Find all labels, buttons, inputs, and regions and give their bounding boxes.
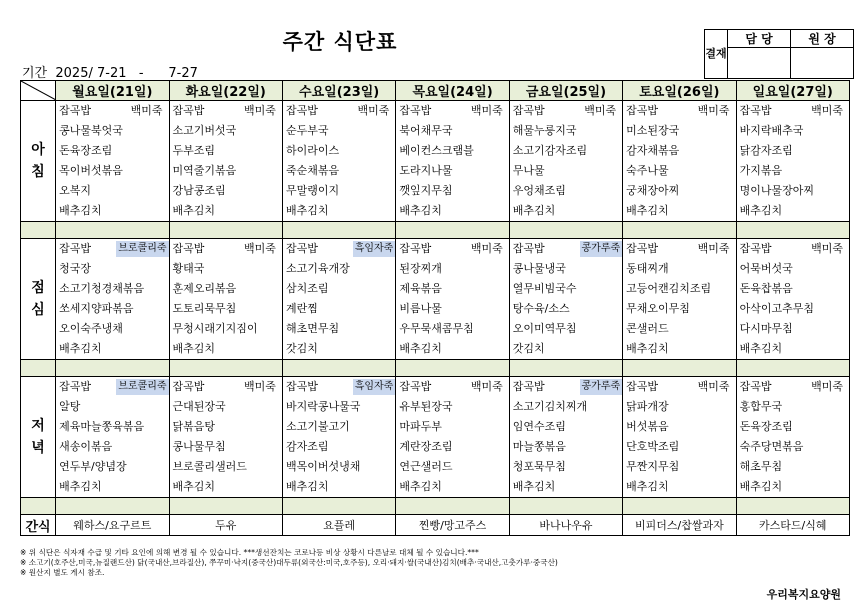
menu-cell <box>396 239 509 360</box>
day-header: 목요일(24일) <box>396 81 509 101</box>
spacer-cell <box>623 222 736 239</box>
menu-item: 근대된장국 <box>172 400 226 413</box>
spacer-row <box>21 360 850 377</box>
menu-first-row <box>623 239 735 259</box>
spacer-cell <box>623 360 736 377</box>
spacer-row <box>21 498 850 515</box>
menu-cell <box>509 239 622 360</box>
menu-item: 갓김치 <box>285 342 318 355</box>
snack-item: 카스타드/식혜 <box>736 515 849 536</box>
menu-item: 무말랭이지 <box>285 184 340 197</box>
spacer-cell <box>56 498 169 515</box>
rice-item: 잡곡밥 <box>399 104 432 117</box>
snack-label: 간식 <box>21 515 56 536</box>
menu-item: 백목이버섯냉채 <box>285 460 361 473</box>
menu-item: 홍합무국 <box>739 400 783 413</box>
menu-first-row <box>283 377 395 397</box>
porridge-item: 백미죽 <box>697 104 730 117</box>
snack-item: 비피더스/찹쌀과자 <box>623 515 736 536</box>
note-line: ※ 소고기(호주산,미국,뉴질랜드산) 닭(국내산,브라질산), 쭈꾸미·낙지(중국산)대두류(외국산:미국,호주등), 오리·돼지·쌀(국내산)김치(배추·국내산,고춧가루·중국산) <box>20 558 558 567</box>
menu-item: 감자조림 <box>285 440 329 453</box>
menu-first-row <box>170 377 282 397</box>
approval-director-sign[interactable] <box>791 48 854 79</box>
menu-item: 배추김치 <box>626 342 669 355</box>
menu-item: 감자채볶음 <box>626 144 680 157</box>
rice-item: 잡곡밥 <box>512 380 545 393</box>
day-header: 토요일(26일) <box>623 81 736 101</box>
menu-item: 배추김치 <box>172 480 216 493</box>
menu-item: 북어채무국 <box>399 124 453 137</box>
spacer-cell <box>396 498 509 515</box>
menu-first-row <box>396 377 508 397</box>
menu-cell <box>623 377 736 498</box>
menu-item: 소고기불고기 <box>285 420 350 433</box>
meal-row <box>21 101 850 222</box>
menu-item: 아삭이고추무침 <box>739 302 814 315</box>
menu-cell <box>282 377 395 498</box>
menu-cell <box>56 377 169 498</box>
spacer-cell <box>509 498 622 515</box>
porridge-item: 백미죽 <box>244 242 276 255</box>
porridge-item: 백미죽 <box>470 380 503 393</box>
spacer-cell <box>282 360 395 377</box>
menu-item: 마늘쫑볶음 <box>512 440 566 453</box>
porridge-item: 백미죽 <box>811 380 843 393</box>
porridge-item: 콩가루죽 <box>580 379 623 395</box>
menu-item: 강남콩조림 <box>172 184 226 197</box>
menu-first-row <box>623 101 735 121</box>
snack-item: 웨하스/요구르트 <box>56 515 169 536</box>
menu-item: 숙주나물 <box>626 164 669 177</box>
menu-item: 열무비빔국수 <box>512 282 577 295</box>
menu-item: 오복지 <box>59 184 92 197</box>
menu-item: 소고기청경채볶음 <box>59 282 145 295</box>
rice-item: 잡곡밥 <box>626 104 659 117</box>
menu-item: 배추김치 <box>512 480 556 493</box>
menu-item: 배추김치 <box>59 204 102 217</box>
menu-item: 배추김치 <box>512 204 556 217</box>
menu-cell <box>623 239 736 360</box>
rice-item: 잡곡밥 <box>739 380 772 393</box>
corner-cell <box>21 81 56 101</box>
menu-first-row <box>396 239 508 259</box>
menu-first-row <box>737 239 849 259</box>
menu-item: 갓김치 <box>512 342 545 355</box>
menu-item: 비름나물 <box>399 302 442 315</box>
menu-item: 우엉채조림 <box>512 184 566 197</box>
spacer-cell <box>56 360 169 377</box>
menu-cell <box>56 101 169 222</box>
meal-label-text: 저녁 <box>31 418 45 456</box>
menu-item: 유부된장국 <box>399 400 453 413</box>
menu-item: 오이미역무침 <box>512 322 577 335</box>
menu-item: 미소된장국 <box>626 124 680 137</box>
menu-cell <box>736 239 849 360</box>
meal-label-text: 점심 <box>31 280 45 318</box>
porridge-item: 백미죽 <box>130 104 163 117</box>
menu-item: 무청시래기지짐이 <box>172 322 258 335</box>
menu-item: 배추김치 <box>399 480 442 493</box>
menu-item: 배추김치 <box>739 342 783 355</box>
menu-first-row <box>283 239 395 259</box>
menu-item: 배추김치 <box>399 342 442 355</box>
rice-item: 잡곡밥 <box>739 104 772 117</box>
rice-item: 잡곡밥 <box>739 242 772 255</box>
porridge-item: 흑임자죽 <box>353 241 396 257</box>
meal-label <box>21 239 56 360</box>
menu-cell <box>282 239 395 360</box>
rice-item: 잡곡밥 <box>59 104 92 117</box>
day-header: 금요일(25일) <box>509 81 622 101</box>
menu-item: 청포묵무침 <box>512 460 566 473</box>
menu-item: 바지락콩나물국 <box>285 400 361 413</box>
menu-item: 소고기육개장 <box>285 262 350 275</box>
porridge-item: 브로콜리죽 <box>116 379 168 395</box>
menu-item: 두부조림 <box>172 144 216 157</box>
menu-item: 연근샐러드 <box>399 460 453 473</box>
spacer-cell <box>736 222 849 239</box>
corner-diagonal <box>21 81 56 100</box>
day-header: 일요일(27일) <box>736 81 849 101</box>
menu-item: 어묵버섯국 <box>739 262 793 275</box>
porridge-item: 콩가루죽 <box>580 241 623 257</box>
menu-cell <box>169 377 282 498</box>
menu-item: 배추김치 <box>739 204 783 217</box>
menu-item: 삼치조림 <box>285 282 329 295</box>
snack-item: 요플레 <box>282 515 395 536</box>
meal-label <box>21 101 56 222</box>
menu-item: 된장찌개 <box>399 262 442 275</box>
menu-cell <box>56 239 169 360</box>
snack-item: 두유 <box>169 515 282 536</box>
menu-item: 제육볶음 <box>399 282 442 295</box>
menu-item: 연두부/양념장 <box>59 460 127 473</box>
porridge-item: 백미죽 <box>244 380 276 393</box>
menu-cell <box>396 101 509 222</box>
spacer-cell <box>169 498 282 515</box>
menu-item: 버섯볶음 <box>626 420 669 433</box>
menu-item: 돈육장조림 <box>739 420 793 433</box>
porridge-item: 흑임자죽 <box>353 379 396 395</box>
snack-row <box>21 515 850 536</box>
menu-cell <box>282 101 395 222</box>
porridge-item: 백미죽 <box>811 104 843 117</box>
menu-item: 숙주당면볶음 <box>739 440 804 453</box>
rice-item: 잡곡밥 <box>512 104 545 117</box>
page-title: 주간 식단표 <box>282 30 398 54</box>
menu-item: 마파두부 <box>399 420 442 433</box>
menu-item: 돈육찹볶음 <box>739 282 793 295</box>
menu-item: 궁채장아찌 <box>626 184 680 197</box>
menu-item: 계란장조림 <box>399 440 453 453</box>
approval-box <box>704 29 854 79</box>
menu-item: 알탕 <box>59 400 81 413</box>
menu-first-row <box>510 101 622 121</box>
day-header: 월요일(21일) <box>56 81 169 101</box>
spacer-cell <box>21 498 56 515</box>
rice-item: 잡곡밥 <box>59 380 92 393</box>
menu-item: 동태찌개 <box>626 262 669 275</box>
spacer-cell <box>736 498 849 515</box>
menu-item: 베이컨스크램블 <box>399 144 474 157</box>
menu-cell <box>396 377 509 498</box>
menu-item: 무나물 <box>512 164 545 177</box>
menu-item: 오이숙주냉채 <box>59 322 123 335</box>
porridge-item: 백미죽 <box>470 104 503 117</box>
menu-item: 배추김치 <box>285 204 329 217</box>
menu-item: 도토리묵무침 <box>172 302 237 315</box>
note-line: ※ 원산지 별도 게시 참조. <box>20 568 105 577</box>
menu-item: 배추김치 <box>172 342 216 355</box>
menu-item: 소고기감자조림 <box>512 144 588 157</box>
menu-first-row <box>737 377 849 397</box>
menu-item: 소고기김치찌개 <box>512 400 588 413</box>
menu-item: 브로콜리샐러드 <box>172 460 247 473</box>
menu-first-row <box>623 377 735 397</box>
notes <box>20 548 558 578</box>
menu-item: 제육마늘쫑육볶음 <box>59 420 145 433</box>
menu-item: 탕수육/소스 <box>512 302 570 315</box>
menu-item: 닭파개장 <box>626 400 669 413</box>
menu-item: 무짠지무침 <box>626 460 680 473</box>
spacer-cell <box>169 222 282 239</box>
spacer-cell <box>21 222 56 239</box>
menu-first-row <box>56 239 168 259</box>
menu-item: 고등어캔김치조림 <box>626 282 712 295</box>
menu-item: 단호박조림 <box>626 440 680 453</box>
menu-item: 배추김치 <box>59 480 102 493</box>
menu-first-row <box>56 101 168 121</box>
porridge-item: 백미죽 <box>697 242 730 255</box>
rice-item: 잡곡밥 <box>626 380 659 393</box>
menu-item: 돈육장조림 <box>59 144 113 157</box>
menu-first-row <box>170 101 282 121</box>
porridge-item: 백미죽 <box>584 104 617 117</box>
porridge-item: 백미죽 <box>244 104 276 117</box>
menu-first-row <box>510 239 622 259</box>
menu-item: 죽순채볶음 <box>285 164 340 177</box>
menu-item: 훈제오리볶음 <box>172 282 237 295</box>
snack-item: 바나나우유 <box>509 515 622 536</box>
menu-item: 배추김치 <box>399 204 442 217</box>
menu-first-row <box>56 377 168 397</box>
menu-item: 콩나물북엇국 <box>59 124 123 137</box>
rice-item: 잡곡밥 <box>285 242 318 255</box>
weekly-menu-table <box>20 80 850 536</box>
spacer-cell <box>509 360 622 377</box>
porridge-item: 백미죽 <box>470 242 503 255</box>
spacer-cell <box>396 360 509 377</box>
rice-item: 잡곡밥 <box>59 242 92 255</box>
menu-item: 하이라이스 <box>285 144 340 157</box>
menu-cell <box>623 101 736 222</box>
menu-item: 도라지나물 <box>399 164 453 177</box>
menu-item: 바지락배추국 <box>739 124 804 137</box>
rice-item: 잡곡밥 <box>172 104 205 117</box>
menu-first-row <box>170 239 282 259</box>
menu-cell <box>736 101 849 222</box>
spacer-cell <box>56 222 169 239</box>
day-header: 화요일(22일) <box>169 81 282 101</box>
period-label: 기간 2025/ 7-21 - 7-27 <box>22 66 198 81</box>
rice-item: 잡곡밥 <box>399 380 432 393</box>
menu-item: 명이나물장아찌 <box>739 184 814 197</box>
menu-item: 가지볶음 <box>739 164 783 177</box>
menu-item: 계란찜 <box>285 302 318 315</box>
organization-name: 우리복지요양원 <box>766 588 841 601</box>
rice-item: 잡곡밥 <box>172 380 205 393</box>
approval-side-label: 결재 <box>705 30 728 79</box>
menu-item: 배추김치 <box>285 480 329 493</box>
menu-item: 닭감자조림 <box>739 144 793 157</box>
porridge-item: 백미죽 <box>697 380 730 393</box>
meal-label <box>21 377 56 498</box>
menu-item: 청국장 <box>59 262 92 275</box>
menu-first-row <box>510 377 622 397</box>
menu-item: 황태국 <box>172 262 205 275</box>
menu-item: 배추김치 <box>626 204 669 217</box>
menu-item: 미역줄기볶음 <box>172 164 237 177</box>
approval-manager-sign[interactable] <box>728 48 791 79</box>
menu-item: 우무묵새콤무침 <box>399 322 474 335</box>
day-header: 수요일(23일) <box>282 81 395 101</box>
rice-item: 잡곡밥 <box>285 104 318 117</box>
spacer-cell <box>169 360 282 377</box>
spacer-cell <box>509 222 622 239</box>
menu-item: 쏘세지양파볶음 <box>59 302 134 315</box>
menu-item: 배추김치 <box>172 204 216 217</box>
spacer-cell <box>396 222 509 239</box>
menu-item: 콩나물무침 <box>172 440 226 453</box>
menu-item: 새송이볶음 <box>59 440 113 453</box>
porridge-item: 백미죽 <box>811 242 843 255</box>
spacer-cell <box>282 498 395 515</box>
spacer-cell <box>736 360 849 377</box>
menu-cell <box>169 239 282 360</box>
menu-item: 배추김치 <box>626 480 669 493</box>
menu-first-row <box>283 101 395 121</box>
rice-item: 잡곡밥 <box>172 242 205 255</box>
menu-cell <box>509 377 622 498</box>
rice-item: 잡곡밥 <box>285 380 318 393</box>
rice-item: 잡곡밥 <box>626 242 659 255</box>
menu-first-row <box>396 101 508 121</box>
menu-item: 콩나물냉국 <box>512 262 566 275</box>
menu-item: 순두부국 <box>285 124 329 137</box>
approval-director-header: 원 장 <box>791 30 854 48</box>
menu-cell <box>736 377 849 498</box>
menu-item: 배추김치 <box>739 480 783 493</box>
note-line: ※ 위 식단은 식자재 수급 및 기타 요인에 의해 변경 될 수 있습니다. ***생선잔치는 코로나등 비상 상황시 다른날로 대체 될 수 있습니다.*** <box>20 548 479 557</box>
menu-item: 해초면무침 <box>285 322 340 335</box>
menu-item: 깻잎지무침 <box>399 184 453 197</box>
porridge-item: 브로콜리죽 <box>116 241 168 257</box>
meal-row <box>21 377 850 498</box>
approval-manager-header: 담 당 <box>728 30 791 48</box>
menu-item: 닭볶음탕 <box>172 420 216 433</box>
menu-item: 무채오이무침 <box>626 302 690 315</box>
menu-cell <box>169 101 282 222</box>
rice-item: 잡곡밥 <box>512 242 545 255</box>
menu-item: 해물누룽지국 <box>512 124 577 137</box>
menu-item: 배추김치 <box>59 342 102 355</box>
porridge-item: 백미죽 <box>357 104 390 117</box>
menu-item: 해초무침 <box>739 460 783 473</box>
spacer-cell <box>21 360 56 377</box>
spacer-row <box>21 222 850 239</box>
menu-cell <box>509 101 622 222</box>
menu-item: 임연수조림 <box>512 420 566 433</box>
menu-item: 소고기버섯국 <box>172 124 237 137</box>
spacer-cell <box>623 498 736 515</box>
spacer-cell <box>282 222 395 239</box>
menu-item: 다시마무침 <box>739 322 793 335</box>
rice-item: 잡곡밥 <box>399 242 432 255</box>
menu-item: 콘샐러드 <box>626 322 669 335</box>
meal-label-text: 아침 <box>31 142 45 180</box>
menu-first-row <box>737 101 849 121</box>
menu-item: 목이버섯볶음 <box>59 164 123 177</box>
snack-item: 찐빵/망고주스 <box>396 515 509 536</box>
meal-row <box>21 239 850 360</box>
